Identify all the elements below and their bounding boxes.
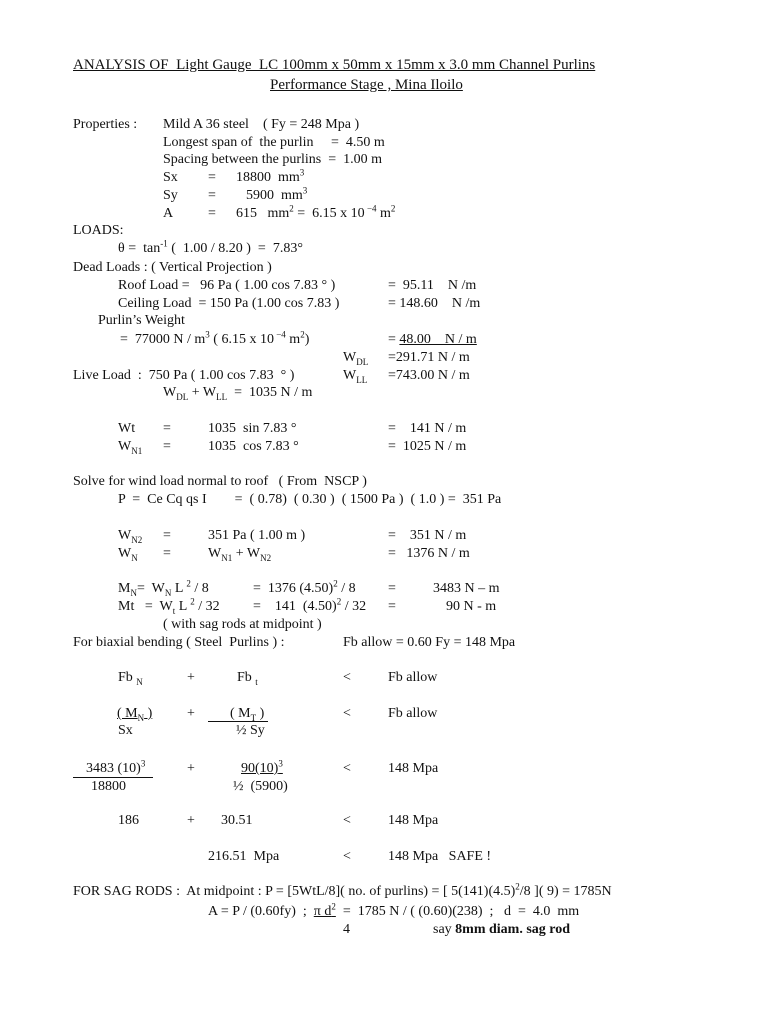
- purlin-weight-expr: = 77000 N / $m^3$ ( 6.15 x 10 $^{-4}$ $m^2$): [120, 329, 310, 347]
- mt-calc: = 141 $(4.50)^2 / 32$: [253, 596, 367, 614]
- allowable-stress: 148 Mpa: [388, 813, 439, 828]
- plus-sign: +: [187, 813, 195, 828]
- wn2-eq: =: [163, 528, 171, 543]
- less-than-sign: <: [343, 813, 351, 828]
- fbt-term: Fb $_t$: [237, 670, 258, 687]
- purlin-weight-value: = 48.00 N / m: [388, 332, 477, 347]
- mn-numerator: ( $M_N$ ): [117, 706, 153, 723]
- mt-value-numerator: $90(10)^3$: [241, 758, 283, 776]
- roof-load: Roof Load = 96 Pa ( 1.00 cos 7.83 ° ): [118, 278, 336, 293]
- sag-rods-line-2: A = P / (0.60fy) ; π $d^2 = 1785$ N / ( (0.60)(238) ; d = 4.0 mm: [208, 901, 580, 919]
- mn-value: 3483 N – m: [433, 581, 500, 596]
- purlin-spacing: Spacing between the purlins = 1.00 m: [163, 152, 383, 167]
- sag-rod-note: ( with sag rods at midpoint ): [163, 617, 322, 632]
- safe-result: 148 Mpa SAFE !: [388, 849, 492, 864]
- sx-label: Sx: [163, 170, 178, 185]
- fbn-term: Fb $_N$: [118, 670, 143, 687]
- wn1-eq: =: [163, 439, 171, 454]
- wn1-value: = 1025 N / m: [388, 439, 467, 454]
- biaxial-heading: For biaxial bending ( Steel Purlins ) :: [73, 635, 285, 650]
- wn-value: = 1376 N / m: [388, 546, 470, 561]
- purlin-span: Longest span of the purlin = 4.50 m: [163, 135, 385, 150]
- less-than-sign: <: [343, 706, 351, 721]
- fbn-result: 186: [118, 813, 139, 828]
- mt-value: 90 N - m: [446, 599, 497, 614]
- total-stress: 216.51 Mpa: [208, 849, 280, 864]
- pi-d-denominator: 4: [343, 922, 350, 937]
- fbt-result: 30.51: [221, 813, 253, 828]
- area-eq: =: [208, 206, 216, 221]
- wn1-label: $W_{N1}$: [118, 439, 143, 456]
- wt-expr: 1035 sin 7.83 °: [208, 421, 297, 436]
- wll-label: $W_{LL}$: [343, 368, 368, 385]
- mn-eq: =: [388, 581, 396, 596]
- wll-value: =743.00 N / m: [388, 368, 470, 383]
- allowable-stress: 148 Mpa: [388, 761, 439, 776]
- plus-sign: +: [187, 706, 195, 721]
- sx-value: 18800 $mm^3$: [236, 167, 305, 185]
- wn2-label: $W_{N2}$: [118, 528, 143, 545]
- wind-pressure: P = Ce Cq qs I = ( 0.78) ( 0.30 ) ( 1500 Pa ) ( 1.0 ) = 351 Pa: [118, 492, 502, 507]
- plus-sign: +: [187, 761, 195, 776]
- title-line-1: ANALYSIS OF Light Gauge LC 100mm x 50mm x 15mm x 3.0 mm Channel Purlins: [73, 57, 596, 73]
- wn-eq: =: [163, 546, 171, 561]
- fraction-bar: [73, 777, 153, 778]
- half-sy-value-denominator: ½ (5900): [233, 779, 288, 794]
- wn-label: $W_N$: [118, 546, 138, 563]
- wn2-expr: 351 Pa ( 1.00 m ): [208, 528, 306, 543]
- plus-sign: +: [187, 670, 195, 685]
- purlin-weight-label: Purlin’s Weight: [98, 313, 185, 328]
- mt-eq: =: [388, 599, 396, 614]
- wn2-value: = 351 N / m: [388, 528, 467, 543]
- material: Mild A 36 steel ( Fy = 248 Mpa ): [163, 117, 360, 132]
- fb-allow-def: Fb allow = 0.60 Fy = 148 Mpa: [343, 635, 516, 650]
- sag-rods-line-1: FOR SAG RODS : At midpoint : P = [5WtL/8]( no. of purlins) = [ $5(141)(4.5)^2/8$ ]( 9) = 1785N: [73, 881, 612, 899]
- loads-heading: LOADS:: [73, 223, 124, 238]
- wdl-label: $W_{DL}$: [343, 350, 369, 367]
- roof-load-value: = 95.11 N /m: [388, 278, 477, 293]
- mn-calc: = 1376 $(4.50)^2 / 8$: [253, 578, 356, 596]
- wn-expr: $W_{N1} + W_{N2}$: [208, 546, 272, 563]
- total-load: $W_{DL} + W_{LL} = 1035$ N / m: [163, 385, 313, 402]
- sy-label: Sy: [163, 188, 178, 203]
- live-load: Live Load : 750 Pa ( 1.00 cos 7.83 ° ): [73, 368, 295, 383]
- wdl-value: =291.71 N / m: [388, 350, 470, 365]
- title-line-2: Performance Stage , Mina Iloilo: [270, 77, 463, 93]
- dead-loads-heading: Dead Loads : ( Vertical Projection ): [73, 260, 272, 275]
- mt-numerator: ( $M_T$ ): [230, 706, 265, 723]
- mn-value-numerator: 3483 $(10)^3$: [86, 758, 146, 776]
- ceiling-load: Ceiling Load = 150 Pa (1.00 cos 7.83 ): [118, 296, 340, 311]
- sx-eq: =: [208, 170, 216, 185]
- sx-denominator: Sx: [118, 723, 133, 738]
- ceiling-load-value: = 148.60 N /m: [388, 296, 481, 311]
- wt-value: = 141 N / m: [388, 421, 467, 436]
- wind-heading: Solve for wind load normal to roof ( From NSCP ): [73, 474, 367, 489]
- sag-rod-result: say 8mm diam. sag rod: [433, 922, 571, 937]
- fb-allow: Fb allow: [388, 706, 438, 721]
- wt-eq: =: [163, 421, 171, 436]
- sy-eq: =: [208, 188, 216, 203]
- properties-label: Properties :: [73, 117, 138, 132]
- area-value: 615 $mm^2 = 6.15$ x 10 $^{-4}$ $m^2$: [236, 203, 396, 221]
- mt-formula: $Mt = W_t$ L $^2$ / 32: [118, 596, 220, 616]
- fb-allow: Fb allow: [388, 670, 438, 685]
- less-than-sign: <: [343, 670, 351, 685]
- half-sy-denominator: ½ Sy: [236, 723, 265, 738]
- sx-value-denominator: 18800: [91, 779, 126, 794]
- mn-formula: $M_N= W_N$ L $^2$ / 8: [118, 578, 209, 598]
- wt-label: Wt: [118, 421, 136, 436]
- sy-value: 5900 $mm^3$: [246, 185, 308, 203]
- less-than-sign: <: [343, 849, 351, 864]
- theta-equation: $\theta = \tan^{-1}$ ( 1.00 / 8.20 ) = 7.83°: [118, 238, 303, 256]
- less-than-sign: <: [343, 761, 351, 776]
- wn1-expr: 1035 cos 7.83 °: [208, 439, 299, 454]
- area-label: A: [163, 206, 174, 221]
